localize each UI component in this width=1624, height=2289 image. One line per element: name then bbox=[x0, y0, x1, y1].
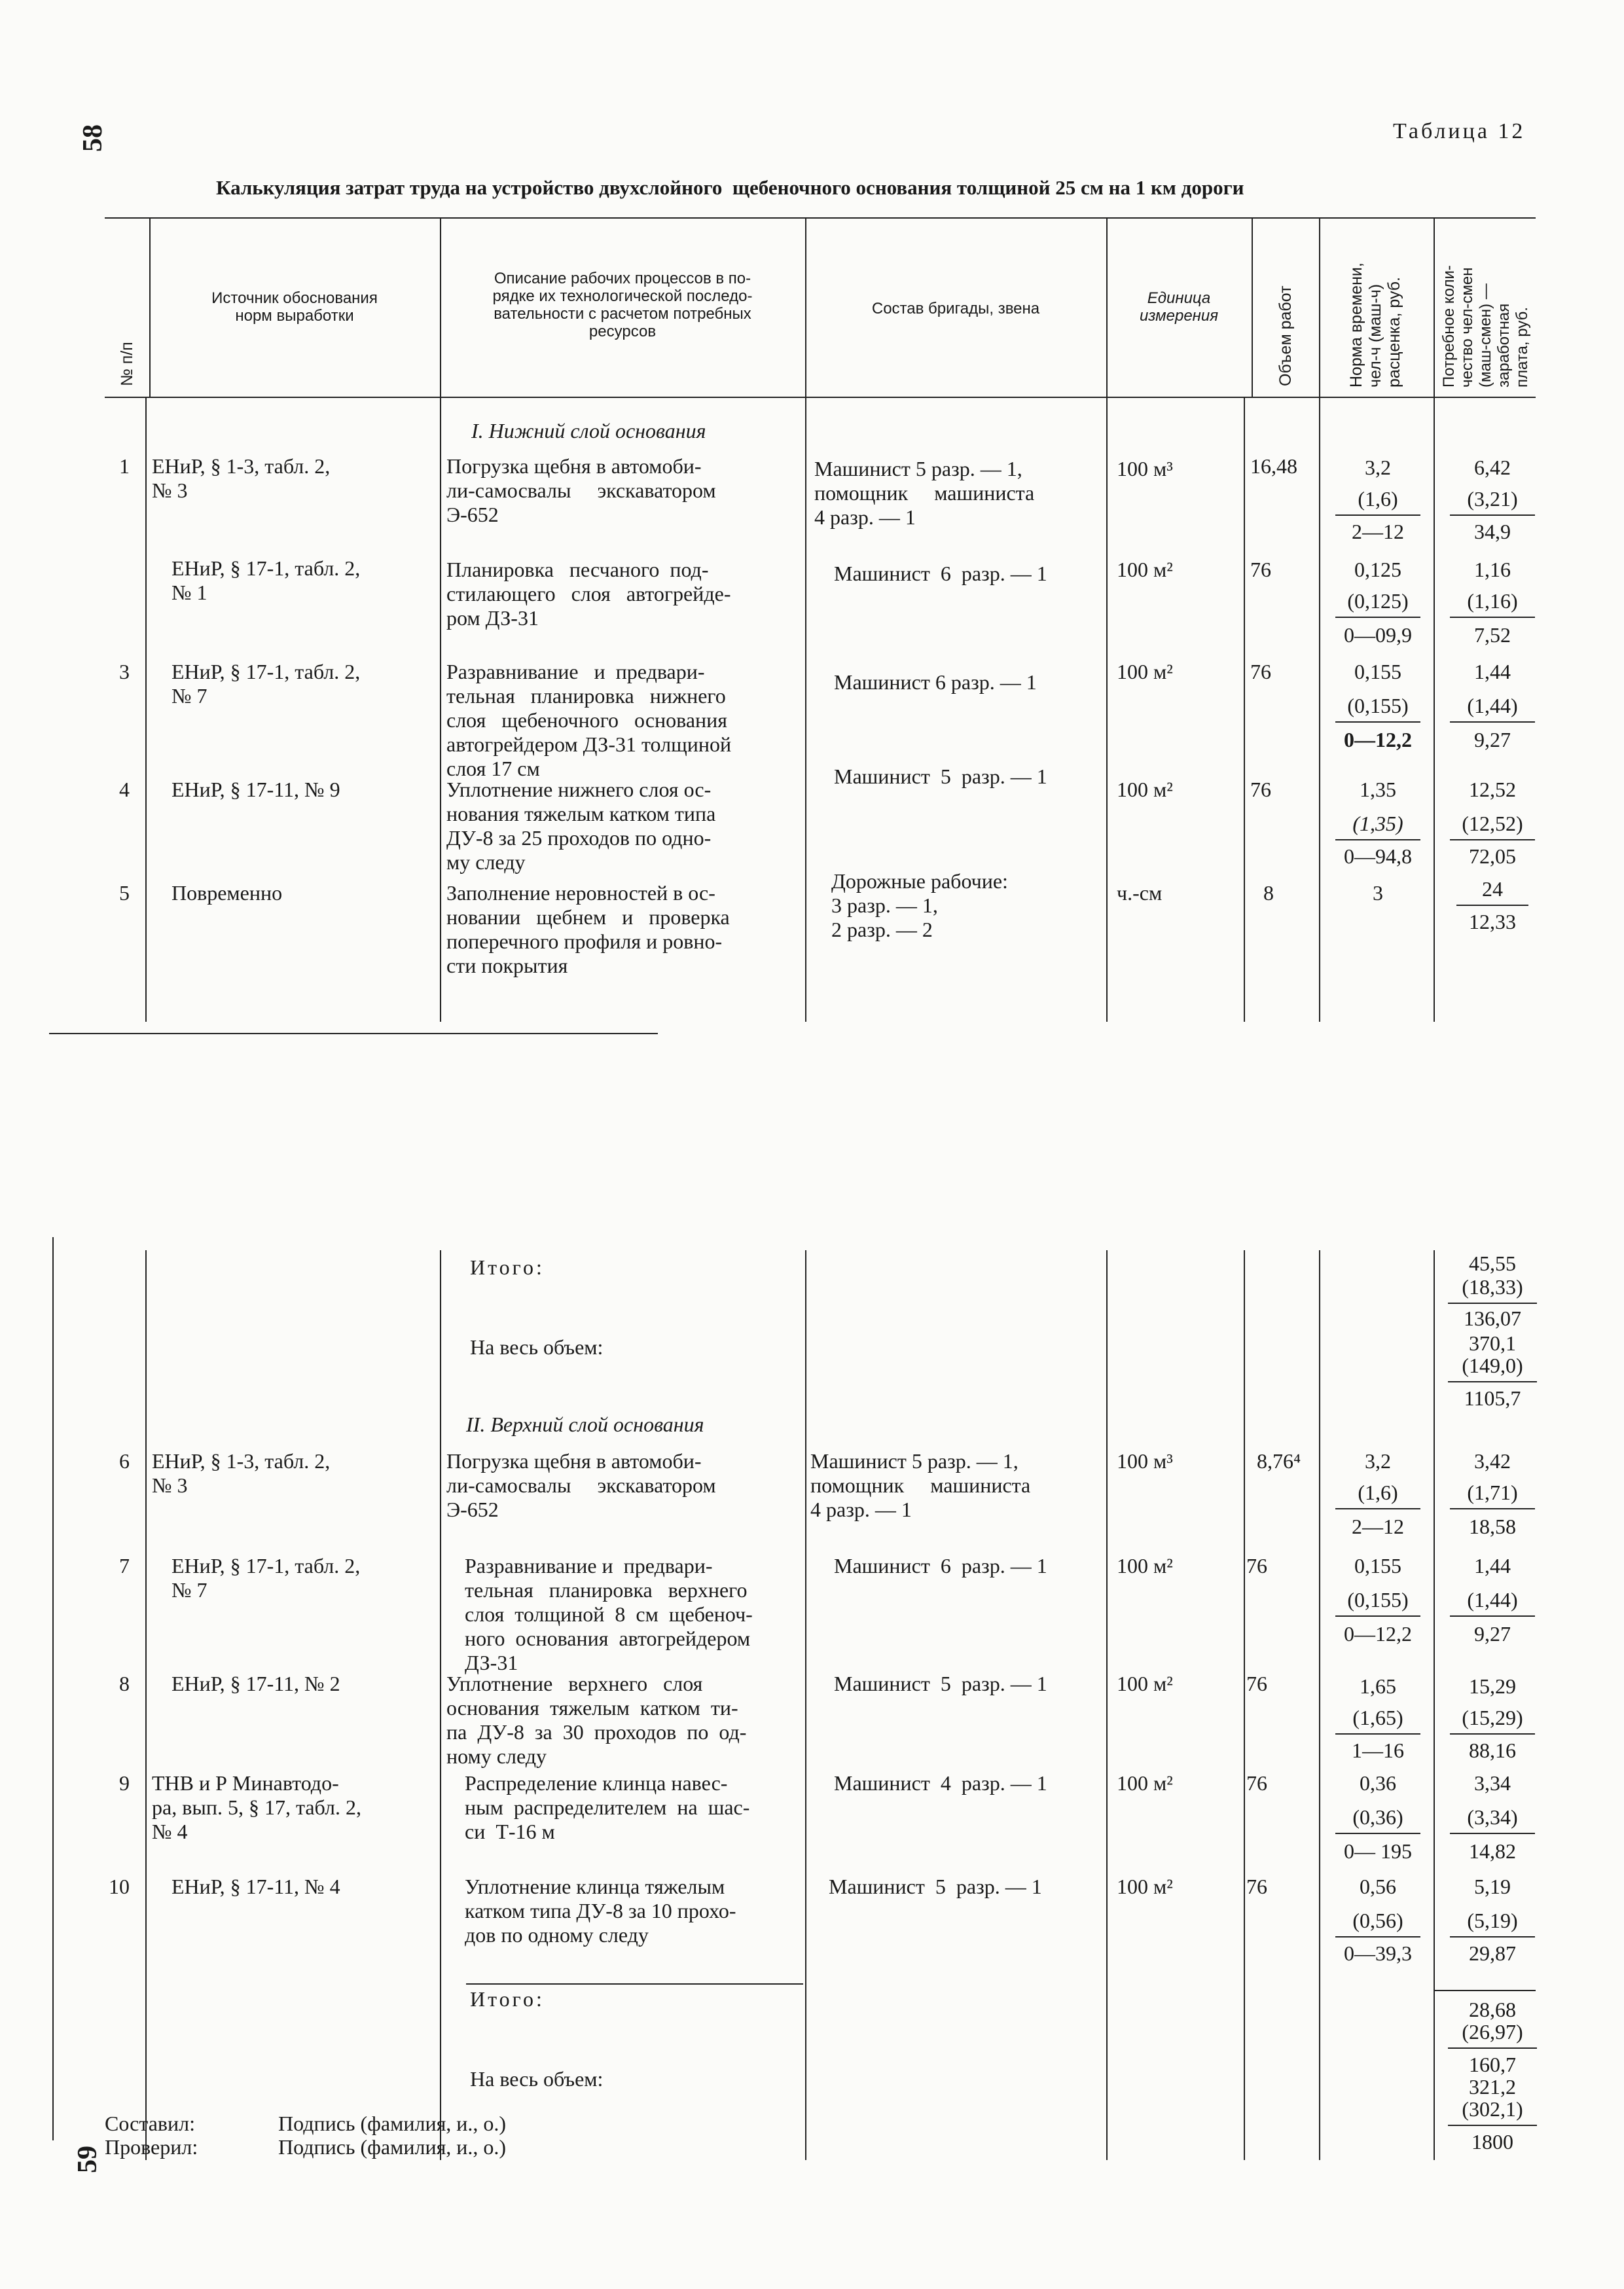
row-description: Погрузка щебня в автомоби- ли-самосвалы экскаватором Э-652 bbox=[446, 1449, 716, 1521]
row-wage: 9,27 bbox=[1474, 1622, 1511, 1646]
row-rate: 0—39,3 bbox=[1344, 1941, 1412, 1965]
col-line-5 bbox=[1244, 397, 1245, 1022]
row-need-mach: (1,44) bbox=[1467, 694, 1518, 717]
row-need-mach: (3,34) bbox=[1467, 1805, 1518, 1829]
row-norm-mach: (0,36) bbox=[1352, 1805, 1403, 1829]
row-num: 1 bbox=[119, 454, 130, 478]
row-wage: 7,52 bbox=[1474, 623, 1511, 647]
totals-whole-mach: (302,1) bbox=[1462, 2097, 1523, 2121]
totals-rule bbox=[1448, 1303, 1537, 1304]
header-need: Потребное коли- чество чел-смен (маш-смен) — заработная плата, руб. bbox=[1440, 265, 1531, 388]
row-norm-mach: (1,35) bbox=[1352, 812, 1403, 835]
checked-label: Проверил: bbox=[105, 2135, 198, 2159]
row-source: ЕНиР, § 17-1, табл. 2, № 7 bbox=[171, 660, 361, 708]
header-description: Описание рабочих процессов в по- рядке их технологической последо- вательности с расчетом потребных ресурсов bbox=[492, 270, 753, 340]
row-need-people: 3,34 bbox=[1474, 1771, 1511, 1795]
row-description: Уплотнение верхнего слоя основания тяжелым катком ти- па ДУ-8 за 30 проходов по од- ному следу bbox=[446, 1672, 747, 1768]
row-num: 6 bbox=[119, 1449, 130, 1473]
totals-2-rule-right bbox=[1434, 1990, 1536, 1991]
norm-rule bbox=[1335, 617, 1420, 618]
row-description: Планировка песчаного под- стилающего слоя автогрейде- ром ДЗ-31 bbox=[446, 558, 731, 630]
row-need-mach: (15,29) bbox=[1462, 1706, 1523, 1729]
lower-col-line-2 bbox=[440, 1250, 441, 2160]
totals-people: 28,68 bbox=[1469, 1998, 1516, 2021]
col-line-7 bbox=[1434, 397, 1435, 1022]
header-norm: Норма времени, чел-ч (маш-ч) расценка, руб. bbox=[1347, 262, 1403, 388]
row-need-people: 5,19 bbox=[1474, 1875, 1511, 1898]
row-volume: 16,48 bbox=[1250, 454, 1297, 478]
lower-col-line-7 bbox=[1434, 1250, 1435, 2160]
row-rate: 1—16 bbox=[1352, 1739, 1404, 1762]
checked-signature: Подпись (фамилия, и., о.) bbox=[278, 2135, 507, 2159]
row-crew: Машинист 5 разр. — 1, помощник машиниста 4 разр. — 1 bbox=[814, 457, 1035, 529]
totals-whole-wage: 1800 bbox=[1471, 2130, 1513, 2154]
table-label: Таблица 12 bbox=[1393, 119, 1526, 143]
row-volume: 8 bbox=[1263, 881, 1274, 905]
row-wage: 9,27 bbox=[1474, 728, 1511, 751]
need-rule bbox=[1450, 514, 1535, 516]
row-num: 8 bbox=[119, 1672, 130, 1695]
row-norm-mach: (0,56) bbox=[1352, 1909, 1403, 1932]
totals-whole-mach: (149,0) bbox=[1462, 1354, 1523, 1377]
header-source: Источник обоснования норм выработки bbox=[211, 289, 378, 325]
row-description: Уплотнение нижнего слоя ос- нования тяжелым катком типа ДУ-8 за 25 проходов по одно- му следу bbox=[446, 778, 716, 874]
row-wage: 14,82 bbox=[1469, 1839, 1516, 1863]
norm-rule bbox=[1335, 1833, 1420, 1834]
header-bottom-rule bbox=[105, 397, 1536, 398]
col-line-1 bbox=[145, 397, 147, 1022]
row-unit: 100 м² bbox=[1117, 1771, 1173, 1795]
row-rate: 0— 195 bbox=[1344, 1839, 1412, 1863]
col-line-6 bbox=[1319, 397, 1320, 1022]
totals-wage: 136,07 bbox=[1464, 1307, 1521, 1330]
row-num: 4 bbox=[119, 778, 130, 801]
row-crew: Машинист 4 разр. — 1 bbox=[834, 1771, 1047, 1795]
row-norm-time: 0,155 bbox=[1354, 1554, 1401, 1577]
row-norm-mach: (0,155) bbox=[1347, 1588, 1409, 1612]
page-number-top: 58 bbox=[78, 124, 108, 152]
norm-rule bbox=[1335, 1733, 1420, 1735]
compiled-signature: Подпись (фамилия, и., о.) bbox=[278, 2112, 507, 2135]
lower-col-line-3 bbox=[805, 1250, 806, 2160]
row-need-people: 24 bbox=[1482, 877, 1503, 901]
need-rule bbox=[1450, 1833, 1535, 1834]
row-source: ЕНиР, § 17-11, № 4 bbox=[171, 1875, 340, 1898]
row-wage: 34,9 bbox=[1474, 520, 1511, 543]
row-description: Заполнение неровностей в ос- новании щебнем и проверка поперечного профиля и ровно- сти покрытия bbox=[446, 881, 730, 977]
row-description: Уплотнение клинца тяжелым катком типа ДУ-8 за 10 прохо- дов по одному следу bbox=[465, 1875, 736, 1947]
totals-whole-rule bbox=[1448, 2125, 1537, 2126]
compiled-label: Составил: bbox=[105, 2112, 196, 2135]
row-num: 10 bbox=[109, 1875, 130, 1898]
row-need-people: 1,16 bbox=[1474, 558, 1511, 581]
norm-rule bbox=[1335, 839, 1420, 840]
header-num: № п/п bbox=[118, 342, 136, 386]
row-wage: 88,16 bbox=[1469, 1739, 1516, 1762]
lower-col-line-6 bbox=[1319, 1250, 1320, 2160]
norm-rule bbox=[1335, 1615, 1420, 1617]
header-divider-6 bbox=[1319, 217, 1320, 397]
totals-whole-people: 321,2 bbox=[1469, 2075, 1516, 2099]
table-title: Калькуляция затрат труда на устройство двухслойного щебеночного основания толщиной 25 см на 1 км дороги bbox=[216, 176, 1244, 199]
row-unit: 100 м² bbox=[1117, 1672, 1173, 1695]
totals-whole-label: На весь объем: bbox=[470, 2067, 604, 2091]
row-need-people: 1,44 bbox=[1474, 1554, 1511, 1577]
row-norm-time: 0,125 bbox=[1354, 558, 1401, 581]
row-norm-mach: (0,125) bbox=[1347, 589, 1409, 613]
need-rule bbox=[1450, 617, 1535, 618]
row-need-mach: (1,16) bbox=[1467, 589, 1518, 613]
col-line-3 bbox=[805, 397, 806, 1022]
row-norm-mach: (1,6) bbox=[1358, 1481, 1398, 1504]
row-num: 9 bbox=[119, 1771, 130, 1795]
row-unit: 100 м² bbox=[1117, 1554, 1173, 1577]
need-rule bbox=[1450, 839, 1535, 840]
totals-label: Итого: bbox=[470, 1987, 545, 2011]
row-volume: 76 bbox=[1250, 558, 1271, 581]
page-end-rule bbox=[49, 1033, 658, 1034]
row-rate: 0—12,2 bbox=[1344, 1622, 1412, 1646]
row-volume: 76 bbox=[1246, 1875, 1267, 1898]
row-source: ЕНиР, § 17-1, табл. 2, № 1 bbox=[171, 556, 361, 604]
row-crew: Машинист 5 разр. — 1, помощник машиниста 4 разр. — 1 bbox=[810, 1449, 1031, 1521]
row-need-people: 12,52 bbox=[1469, 778, 1516, 801]
row-source: ЕНиР, § 1-3, табл. 2, № 3 bbox=[152, 1449, 331, 1497]
header-unit: Единица измерения bbox=[1139, 289, 1219, 325]
row-rate: 0—12,2 bbox=[1344, 728, 1412, 751]
row-norm-time: 1,35 bbox=[1360, 778, 1396, 801]
totals-mach: (26,97) bbox=[1462, 2020, 1523, 2044]
header-divider-4 bbox=[1106, 217, 1108, 397]
row-source: Повременно bbox=[171, 881, 283, 905]
row-crew: Машинист 6 разр. — 1 bbox=[834, 562, 1047, 585]
row-wage: 29,87 bbox=[1469, 1941, 1516, 1965]
row-norm-time: 3,2 bbox=[1365, 456, 1391, 479]
header-divider-1 bbox=[149, 217, 151, 397]
norm-rule bbox=[1335, 1508, 1420, 1509]
row-source: ЕНиР, § 17-11, № 9 bbox=[171, 778, 340, 801]
row-norm-mach: (0,155) bbox=[1347, 694, 1409, 717]
row-source: ЕНиР, § 17-1, табл. 2, № 7 bbox=[171, 1554, 361, 1602]
row-norm-time: 1,65 bbox=[1360, 1674, 1396, 1698]
totals-whole-rule bbox=[1448, 1381, 1537, 1382]
row-unit: 100 м³ bbox=[1117, 1449, 1173, 1473]
row-unit: 100 м² bbox=[1117, 558, 1173, 581]
row-wage: 72,05 bbox=[1469, 844, 1516, 868]
row-norm-mach: (1,65) bbox=[1352, 1706, 1403, 1729]
row-crew: Дорожные рабочие: 3 разр. — 1, 2 разр. — 2 bbox=[831, 869, 1008, 941]
row-need-mach: (5,19) bbox=[1467, 1909, 1518, 1932]
header-volume: Объем работ bbox=[1276, 285, 1295, 386]
header-crew: Состав бригады, звена bbox=[871, 300, 1040, 317]
row-crew: Машинист 5 разр. — 1 bbox=[834, 1672, 1047, 1695]
norm-rule bbox=[1335, 514, 1420, 516]
section-2-title: II. Верхний слой основания bbox=[466, 1413, 704, 1436]
row-description: Распределение клинца навес- ным распределителем на шас- си Т-16 м bbox=[465, 1771, 750, 1843]
totals-whole-label: На весь объем: bbox=[470, 1335, 604, 1359]
section-1-title: I. Нижний слой основания bbox=[471, 419, 706, 442]
row-volume: 8,76⁴ bbox=[1257, 1449, 1301, 1473]
row-wage: 18,58 bbox=[1469, 1515, 1516, 1538]
header-divider-3 bbox=[805, 217, 806, 397]
row-volume: 76 bbox=[1246, 1672, 1267, 1695]
row-need-mach: (1,44) bbox=[1467, 1588, 1518, 1612]
row-rate: 2—12 bbox=[1352, 1515, 1404, 1538]
row-need-mach: (1,71) bbox=[1467, 1481, 1518, 1504]
norm-rule bbox=[1335, 721, 1420, 723]
row-need-people: 3,42 bbox=[1474, 1449, 1511, 1473]
totals-2-rule-top bbox=[466, 1983, 803, 1985]
lower-left-border bbox=[52, 1237, 54, 2140]
row-num: 5 bbox=[119, 881, 130, 905]
totals-rule bbox=[1448, 2047, 1537, 2049]
need-rule bbox=[1450, 1615, 1535, 1617]
row-wage: 12,33 bbox=[1469, 910, 1516, 933]
row-unit: 100 м² bbox=[1117, 660, 1173, 683]
col-line-2 bbox=[440, 397, 441, 1022]
row-need-mach: (3,21) bbox=[1467, 487, 1518, 511]
header-divider-2 bbox=[440, 217, 441, 397]
totals-mach: (18,33) bbox=[1462, 1275, 1523, 1299]
row-volume: 76 bbox=[1246, 1771, 1267, 1795]
row-rate: 2—12 bbox=[1352, 520, 1404, 543]
need-rule bbox=[1450, 721, 1535, 723]
row-norm-mach: (1,6) bbox=[1358, 487, 1398, 511]
row-rate: 0—09,9 bbox=[1344, 623, 1412, 647]
row-crew: Машинист 5 разр. — 1 bbox=[834, 765, 1047, 788]
row-description: Разравнивание и предвари- тельная планировка верхнего слоя толщиной 8 см щебеноч- ного основания автогрейдером ДЗ-31 bbox=[465, 1554, 753, 1674]
row-volume: 76 bbox=[1246, 1554, 1267, 1577]
row-num: 7 bbox=[119, 1554, 130, 1577]
row-unit: 100 м² bbox=[1117, 778, 1173, 801]
row-norm-time: 0,56 bbox=[1360, 1875, 1396, 1898]
row-unit: 100 м³ bbox=[1117, 457, 1173, 480]
header-top-rule bbox=[105, 217, 1536, 219]
row-crew: Машинист 6 разр. — 1 bbox=[834, 1554, 1047, 1577]
row-source: ЕНиР, § 1-3, табл. 2, № 3 bbox=[152, 454, 331, 502]
row-num: 3 bbox=[119, 660, 130, 683]
row-volume: 76 bbox=[1250, 778, 1271, 801]
lower-col-line-4 bbox=[1106, 1250, 1108, 2160]
header-divider-7 bbox=[1434, 217, 1435, 397]
totals-wage: 160,7 bbox=[1469, 2053, 1516, 2076]
norm-rule bbox=[1335, 1936, 1420, 1938]
row-norm-time: 3,2 bbox=[1365, 1449, 1391, 1473]
row-need-people: 6,42 bbox=[1474, 456, 1511, 479]
row-crew: Машинист 6 разр. — 1 bbox=[834, 670, 1037, 694]
lower-col-line-5 bbox=[1244, 1250, 1245, 2160]
row-need-people: 15,29 bbox=[1469, 1674, 1516, 1698]
row-source: ЕНиР, § 17-11, № 2 bbox=[171, 1672, 340, 1695]
row-unit: ч.-см bbox=[1117, 881, 1163, 905]
totals-whole-people: 370,1 bbox=[1469, 1331, 1516, 1355]
row-need-people: 1,44 bbox=[1474, 660, 1511, 683]
col-line-4 bbox=[1106, 397, 1108, 1022]
row-norm-time: 0,36 bbox=[1360, 1771, 1396, 1795]
need-rule bbox=[1450, 1508, 1535, 1509]
row-norm-time: 0,155 bbox=[1354, 660, 1401, 683]
header-divider-5 bbox=[1252, 217, 1253, 397]
row-crew: Машинист 5 разр. — 1 bbox=[829, 1875, 1042, 1898]
need-rule bbox=[1456, 905, 1528, 906]
totals-people: 45,55 bbox=[1469, 1252, 1516, 1275]
row-source: ТНВ и Р Минавтодо- ра, вып. 5, § 17, табл. 2, № 4 bbox=[152, 1771, 361, 1843]
row-need-mach: (12,52) bbox=[1462, 812, 1523, 835]
totals-label: Итого: bbox=[470, 1255, 545, 1279]
totals-whole-wage: 1105,7 bbox=[1464, 1386, 1521, 1410]
row-description: Разравнивание и предвари- тельная планировка нижнего слоя щебеночного основания автогрейдером ДЗ-31 толщиной слоя 17 см bbox=[446, 660, 732, 780]
need-rule bbox=[1450, 1936, 1535, 1938]
row-norm-time: 3 bbox=[1373, 881, 1383, 905]
need-rule bbox=[1450, 1733, 1535, 1735]
row-unit: 100 м² bbox=[1117, 1875, 1173, 1898]
row-volume: 76 bbox=[1250, 660, 1271, 683]
page-number-bottom: 59 bbox=[73, 2146, 103, 2173]
row-rate: 0—94,8 bbox=[1344, 844, 1412, 868]
row-description: Погрузка щебня в автомоби- ли-самосвалы экскаватором Э-652 bbox=[446, 454, 716, 526]
lower-col-line-1 bbox=[145, 1250, 147, 2160]
